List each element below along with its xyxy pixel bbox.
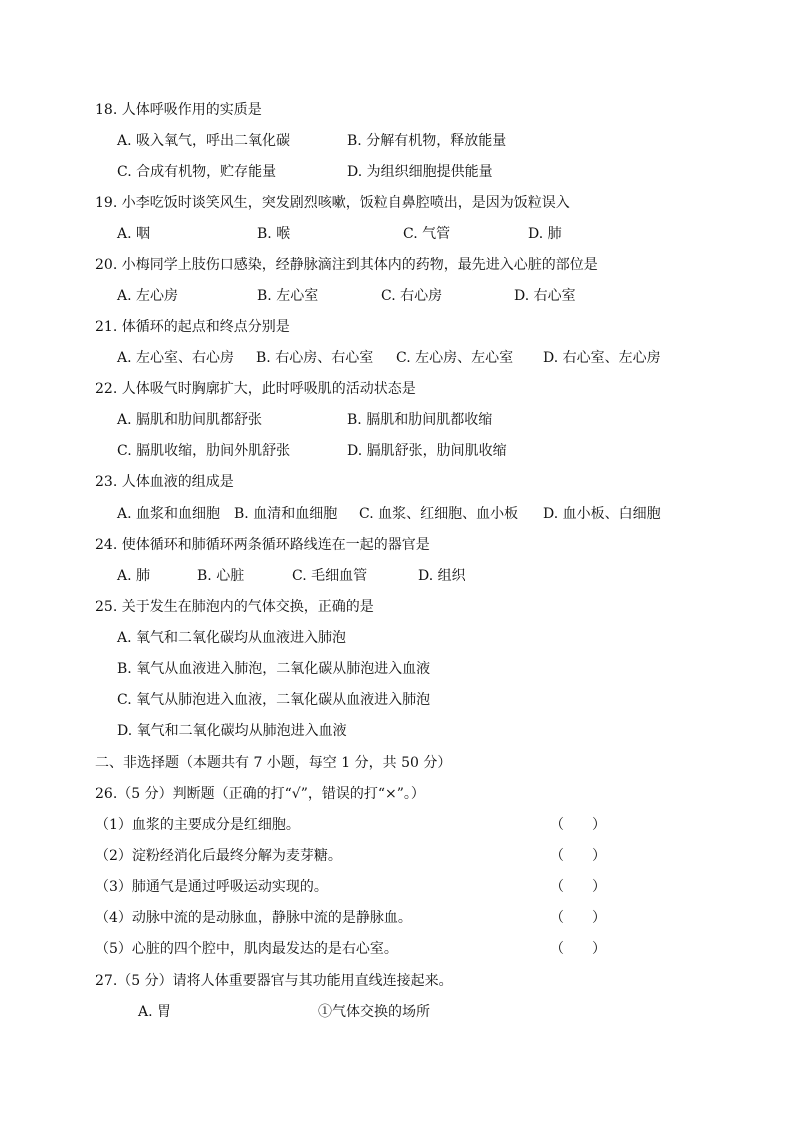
q23-option-a: A. 血浆和血细胞 xyxy=(117,506,221,522)
question-23-stem: 23. 人体血液的组成是 xyxy=(95,474,234,490)
q26-answer-blank-2[interactable]: （ ） xyxy=(550,848,606,864)
q18-option-d: D. 为组织细胞提供能量 xyxy=(347,164,493,180)
q20-option-a: A. 左心房 xyxy=(117,288,179,304)
q26-answer-blank-3[interactable]: （ ） xyxy=(550,879,606,895)
q22-option-d: D. 膈肌舒张，肋间肌收缩 xyxy=(347,443,507,459)
q25-option-d: D. 氧气和二氧化碳均从肺泡进入血液 xyxy=(117,723,347,739)
q21-option-b: B. 右心房、右心室 xyxy=(256,350,374,366)
q18-option-c: C. 合成有机物，贮存能量 xyxy=(117,164,277,180)
question-20-stem: 20. 小梅同学上肢伤口感染，经静脉滴注到其体内的药物，最先进入心脏的部位是 xyxy=(95,257,598,273)
q22-option-c: C. 膈肌收缩，肋间外肌舒张 xyxy=(117,443,291,459)
q24-option-d: D. 组织 xyxy=(418,568,466,584)
q26-item-3: （3）肺通气是通过呼吸运动实现的。 xyxy=(95,879,328,895)
q23-option-b: B. 血清和血细胞 xyxy=(234,506,338,522)
section-two-heading: 二、非选择题（本题共有 7 小题，每空 1 分，共 50 分） xyxy=(95,755,452,771)
question-24-stem: 24. 使体循环和肺循环两条循环路线连在一起的器官是 xyxy=(95,537,430,553)
q20-option-c: C. 右心房 xyxy=(381,288,443,304)
q21-option-c: C. 左心房、左心室 xyxy=(396,350,514,366)
q25-option-c: C. 氧气从肺泡进入血液，二氧化碳从血液进入肺泡 xyxy=(117,692,431,708)
q18-option-b: B. 分解有机物，释放能量 xyxy=(347,133,507,149)
q19-option-b: B. 喉 xyxy=(257,226,291,242)
question-19-stem: 19. 小李吃饭时谈笑风生，突发剧烈咳嗽，饭粒自鼻腔喷出，是因为饭粒误入 xyxy=(95,195,570,211)
q26-item-4: （4）动脉中流的是动脉血，静脉中流的是静脉血。 xyxy=(95,910,412,926)
q21-option-a: A. 左心室、右心房 xyxy=(117,350,235,366)
q19-option-d: D. 肺 xyxy=(528,226,562,242)
q24-option-c: C. 毛细血管 xyxy=(292,568,368,584)
q26-answer-blank-4[interactable]: （ ） xyxy=(550,910,606,926)
q26-answer-blank-5[interactable]: （ ） xyxy=(550,941,606,957)
q23-option-d: D. 血小板、白细胞 xyxy=(543,506,661,522)
q21-option-d: D. 右心室、左心房 xyxy=(543,350,661,366)
question-26-stem: 26.（5 分）判断题（正确的打“√”，错误的打“×”。） xyxy=(95,786,425,802)
question-27-stem: 27.（5 分）请将人体重要器官与其功能用直线连接起来。 xyxy=(95,973,453,989)
question-21-stem: 21. 体循环的起点和终点分别是 xyxy=(95,319,290,335)
q19-option-c: C. 气管 xyxy=(403,226,451,242)
q22-option-a: A. 膈肌和肋间肌都舒张 xyxy=(117,412,263,428)
q27-organ-a: A. 胃 xyxy=(138,1004,172,1020)
question-25-stem: 25. 关于发生在肺泡内的气体交换，正确的是 xyxy=(95,599,374,615)
q26-item-2: （2）淀粉经消化后最终分解为麦芽糖。 xyxy=(95,848,342,864)
q19-option-a: A. 咽 xyxy=(117,226,151,242)
q22-option-b: B. 膈肌和肋间肌都收缩 xyxy=(347,412,493,428)
question-18-stem: 18. 人体呼吸作用的实质是 xyxy=(95,102,262,118)
q27-function-1: ①气体交换的场所 xyxy=(318,1004,430,1020)
q24-option-a: A. 肺 xyxy=(117,568,151,584)
q26-answer-blank-1[interactable]: （ ） xyxy=(550,817,606,833)
q25-option-b: B. 氧气从血液进入肺泡，二氧化碳从肺泡进入血液 xyxy=(117,661,431,677)
q25-option-a: A. 氧气和二氧化碳均从血液进入肺泡 xyxy=(117,630,347,646)
q20-option-d: D. 右心室 xyxy=(514,288,576,304)
q24-option-b: B. 心脏 xyxy=(197,568,245,584)
q26-item-5: （5）心脏的四个腔中，肌肉最发达的是右心室。 xyxy=(95,941,398,957)
question-22-stem: 22. 人体吸气时胸廓扩大，此时呼吸肌的活动状态是 xyxy=(95,381,416,397)
q20-option-b: B. 左心室 xyxy=(257,288,319,304)
q26-item-1: （1）血浆的主要成分是红细胞。 xyxy=(95,817,300,833)
q18-option-a: A. 吸入氧气，呼出二氧化碳 xyxy=(117,133,291,149)
q23-option-c: C. 血浆、红细胞、血小板 xyxy=(359,506,519,522)
